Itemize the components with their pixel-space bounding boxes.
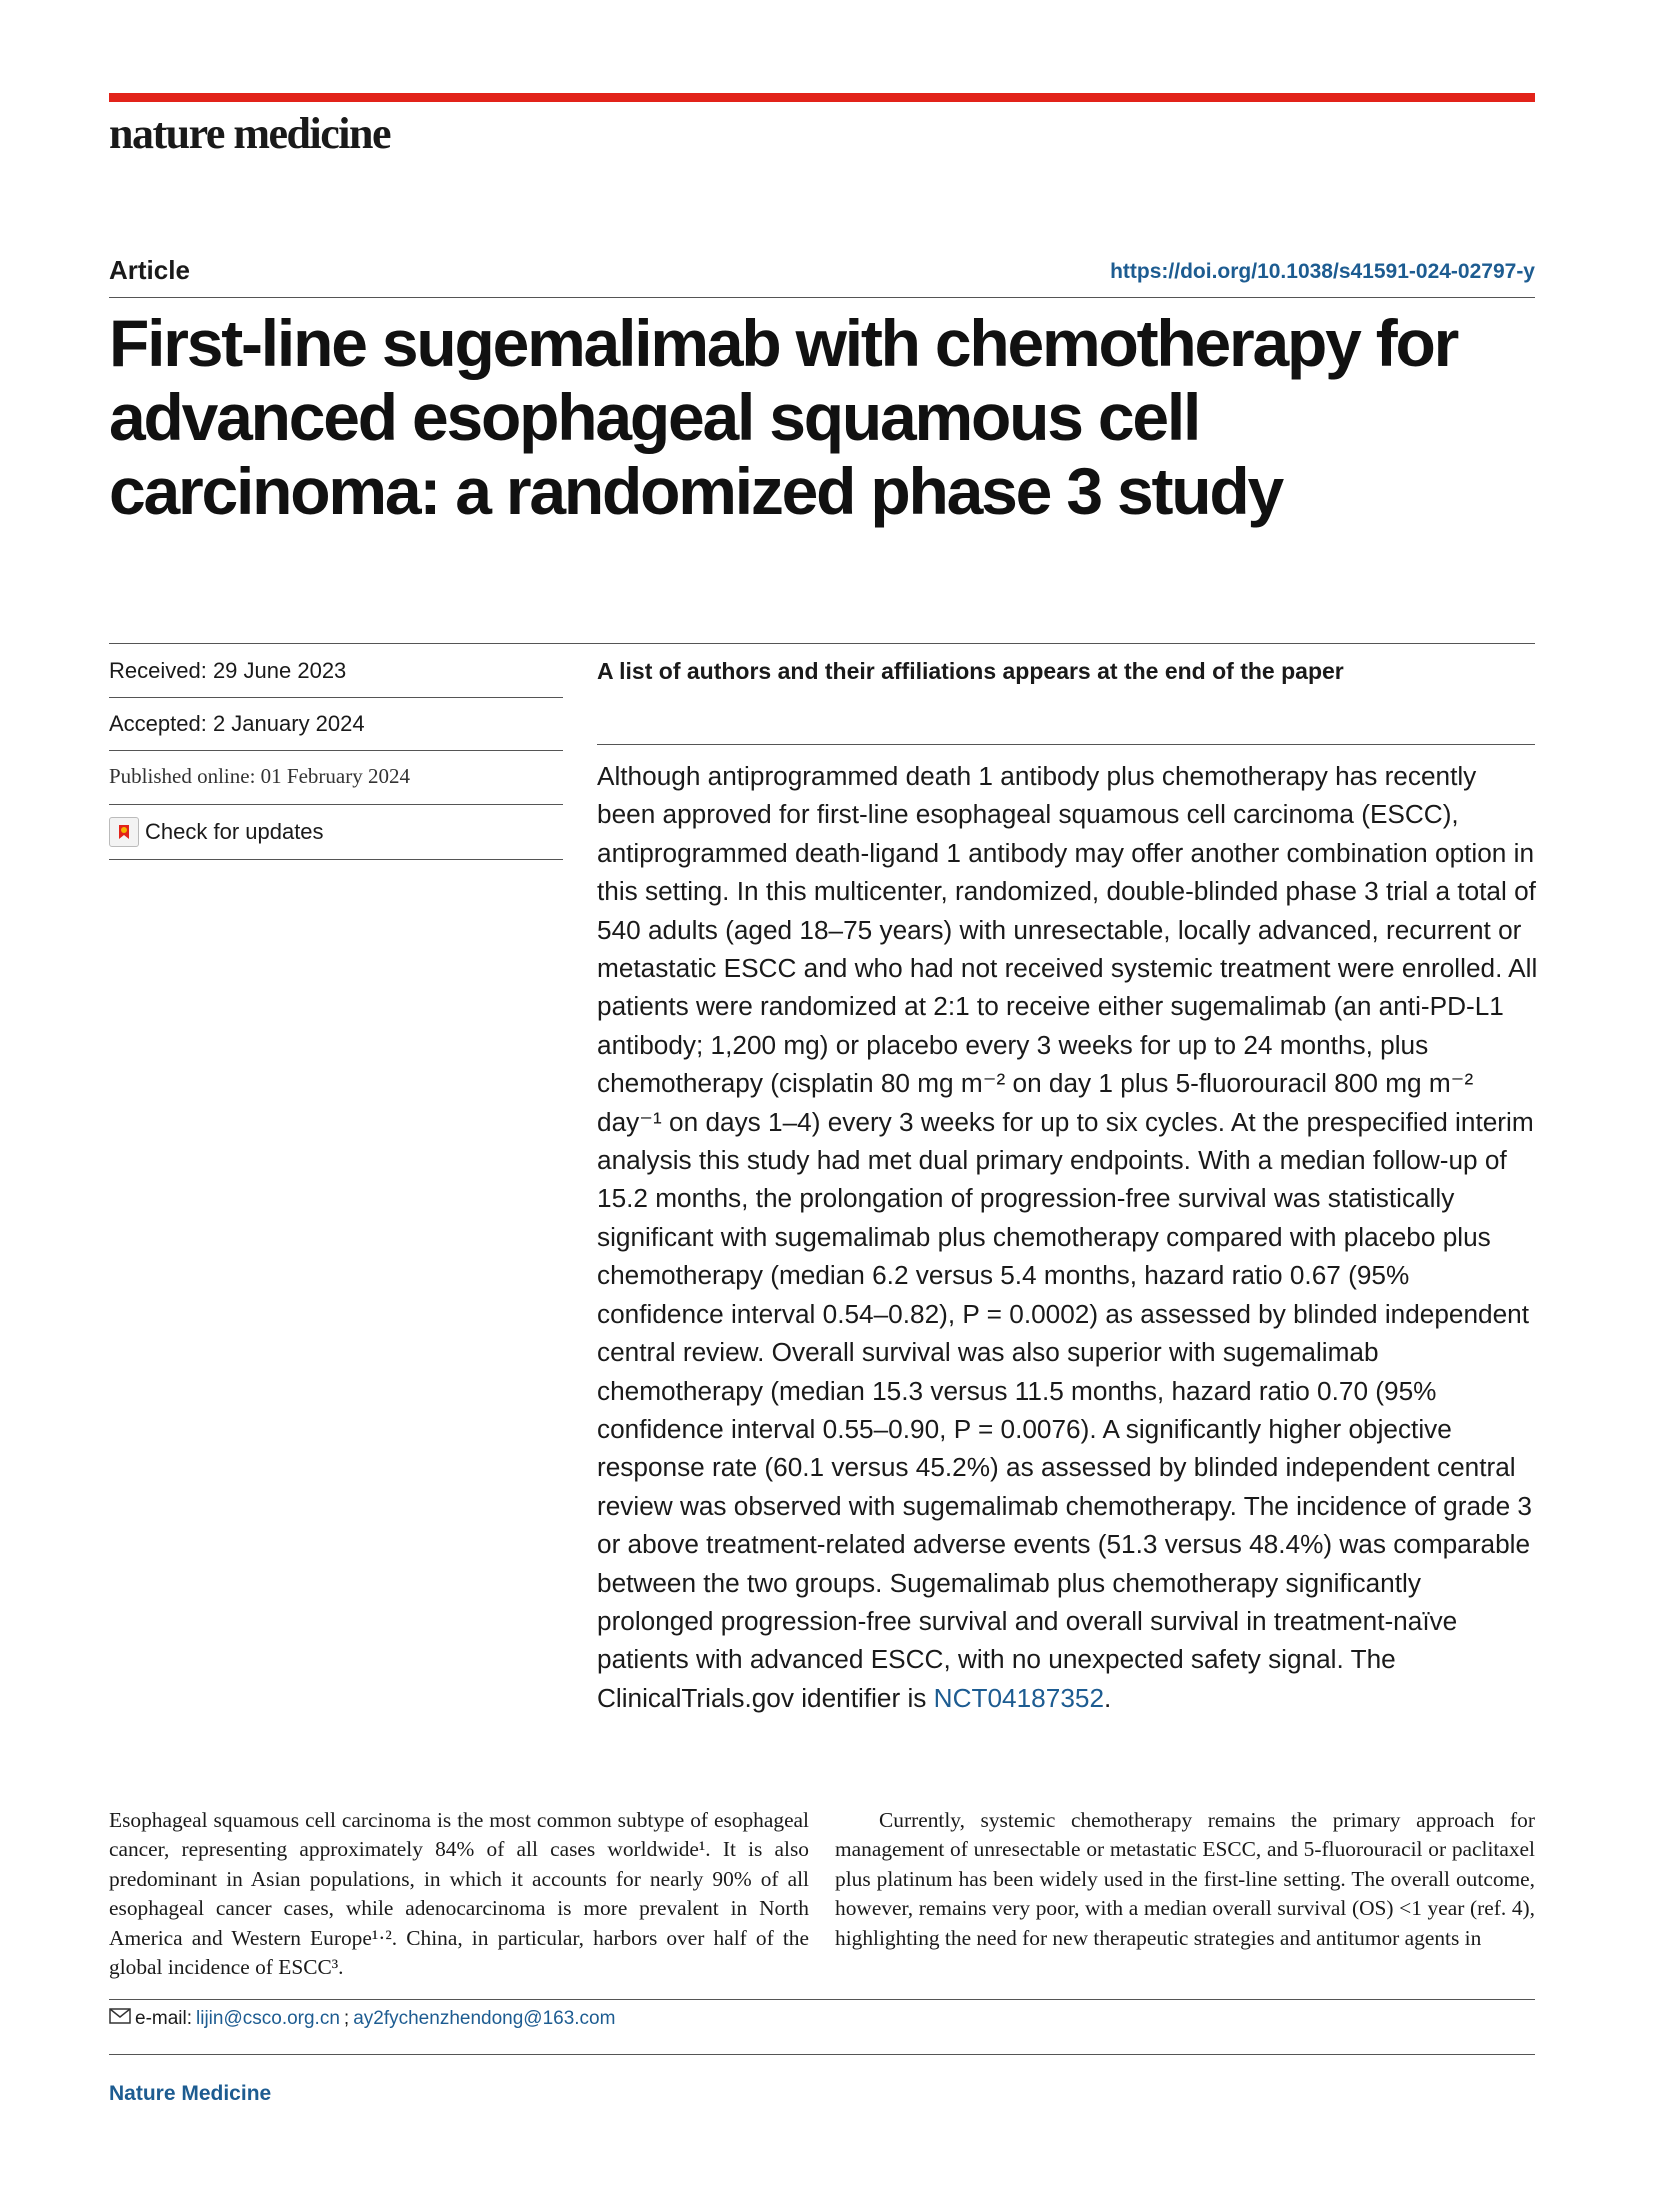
received-date: Received: 29 June 2023	[109, 658, 347, 683]
email-separator: ;	[343, 2008, 350, 2029]
meta-top-divider	[109, 643, 1535, 644]
meta-bottom-divider	[109, 859, 563, 860]
article-title: First-line sugemalimab with chemotherapy for advanced esophageal squamous cell carcinoma: a randomized phase 3 study	[109, 306, 1458, 528]
email-link-1[interactable]: lijin@csco.org.cn	[196, 2008, 340, 2029]
correspondence-email	[109, 2008, 615, 2030]
abstract-top-divider	[597, 744, 1535, 745]
article-type: Article	[109, 255, 190, 285]
clinical-trial-link[interactable]: NCT04187352	[933, 1682, 1105, 1713]
footer-divider	[109, 2054, 1535, 2055]
journal-accent-bar	[109, 93, 1535, 102]
meta-divider	[109, 750, 563, 751]
abstract	[597, 757, 1539, 1717]
doi-link[interactable]: https://doi.org/10.1038/s41591-024-02797-y	[1110, 260, 1535, 283]
footer-journal-name: Nature Medicine	[109, 2082, 272, 2105]
email-link-2[interactable]: ay2fychenzhendong@163.com	[353, 2008, 616, 2029]
email-label: e-mail:	[135, 2008, 193, 2029]
published-date: Published online: 01 February 2024	[109, 764, 410, 788]
envelope-icon	[109, 2008, 131, 2030]
email-divider	[109, 1999, 1535, 2000]
check-updates-icon	[109, 817, 139, 847]
body-column-left	[109, 1806, 809, 1982]
check-for-updates-button[interactable]	[109, 817, 324, 847]
accepted-date: Accepted: 2 January 2024	[109, 711, 365, 736]
abstract-text: Although antiprogrammed death 1 antibody plus chemotherapy has recently been approved for first-line esophageal squamous cell carcinoma (ESCC), antiprogrammed death-ligand 1 antibody may offer another combination option in this setting. In this multicenter, randomized, double-blinded phase 3 trial a total of 540 adults (aged 18–75 years) with unresectable, locally advanced, recurrent or metastatic ESCC and who had not received systemic treatment were enrolled. All patients were randomized at 2:1 to receive either sugemalimab (an anti-PD-L1 antibody; 1,200 mg) or placebo every 3 weeks for up to 24 months, plus chemotherapy (cisplatin 80 mg m⁻² on day 1 plus 5-fluorouracil 800 mg m⁻² day⁻¹ on days 1–4) every 3 weeks for up to six cycles. At the prespecified interim analysis this study had met dual primary endpoints. With a median follow-up of 15.2 months, the prolongation of progression-free survival was statistically significant with sugemalimab plus chemotherapy compared with placebo plus chemotherapy (median 6.2 versus 5.4 months, hazard ratio 0.67 (95% confidence interval 0.54–0.82), P = 0.0002) as assessed by blinded independent central review. Overall survival was also superior with sugemalimab chemotherapy (median 15.3 versus 11.5 months, hazard ratio 0.70 (95% confidence interval 0.55–0.90, P = 0.0076). A significantly higher objective response rate (60.1 versus 45.2%) as assessed by blinded independent central review was observed with sugemalimab chemotherapy. The incidence of grade 3 or above treatment-related adverse events (51.3 versus 48.4%) was comparable between the two groups. Sugemalimab plus chemotherapy significantly prolonged progression-free survival and overall survival in treatment-naïve patients with advanced ESCC, with no unexpected safety signal. The ClinicalTrials.gov identifier is	[597, 761, 1538, 1713]
meta-divider	[109, 804, 563, 805]
body-paragraph: Currently, systemic chemotherapy remains the primary approach for management of unresectable or metastatic ESCC, and 5-fluorouracil or paclitaxel plus platinum has been widely used in the first-line setting. The overall outcome, however, remains very poor, with a median overall survival (OS) <1 year (ref. 4), highlighting the need for new therapeutic strategies and antitumor agents in	[835, 1808, 1535, 1950]
journal-name: nature medicine	[109, 109, 390, 158]
header-divider	[109, 297, 1535, 298]
body-column-right	[835, 1806, 1535, 1953]
meta-divider	[109, 697, 563, 698]
check-updates-label: Check for updates	[145, 819, 324, 844]
abstract-end: .	[1104, 1682, 1112, 1713]
body-paragraph: Esophageal squamous cell carcinoma is the most common subtype of esophageal cancer, representing approximately 84% of all cases worldwide¹. It is also predominant in Asian populations, in which it accounts for nearly 90% of all esophageal cancer cases, while adenocarcinoma is more prevalent in North America and Western Europe¹·². China, in particular, harbors over half of the global incidence of ESCC³.	[109, 1808, 809, 1980]
authors-affiliations-note: A list of authors and their affiliations appears at the end of the paper	[597, 658, 1344, 684]
